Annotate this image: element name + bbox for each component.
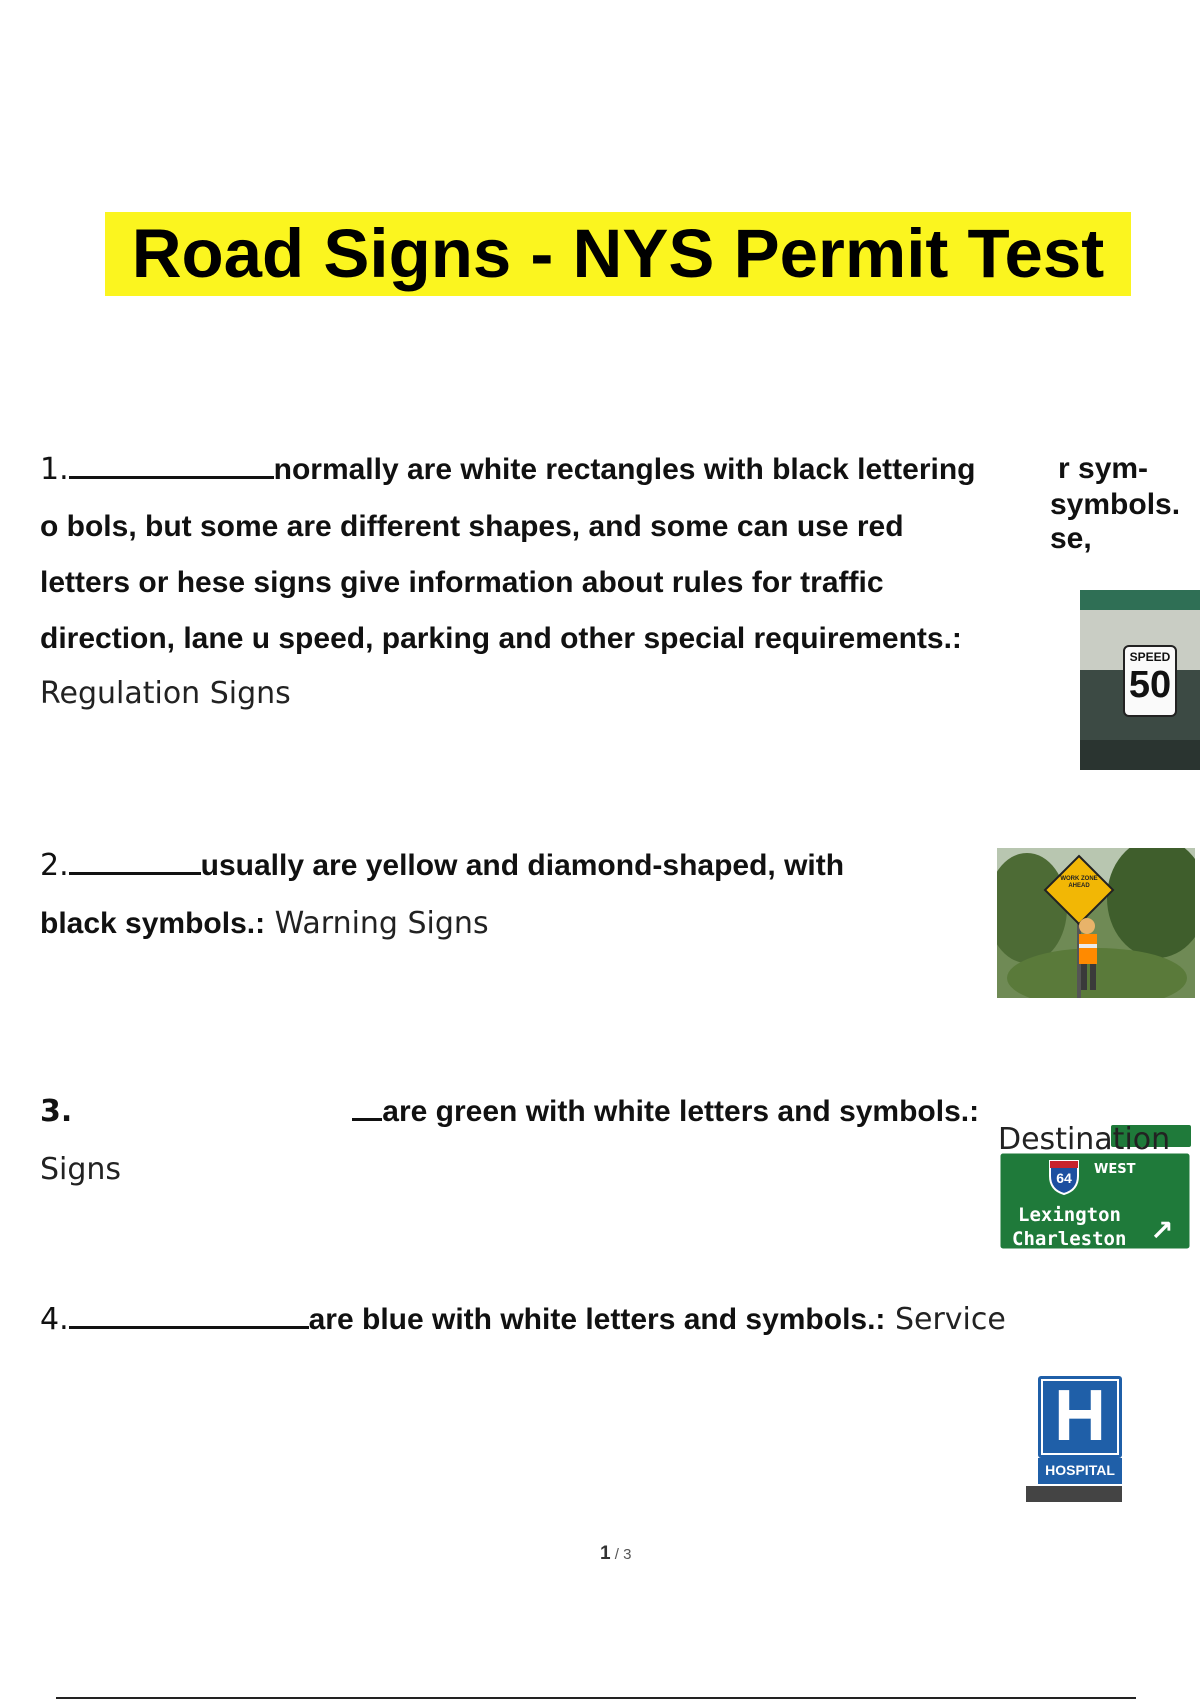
question-1-answer: Regulation Signs [40,676,291,711]
footer-divider [56,1697,1136,1699]
destination-1: Lexington [1018,1204,1121,1226]
page-indicator [600,1543,631,1565]
question-4-line-1 [40,1302,1006,1337]
question-1-text-1: normally are white rectangles with black lettering [273,453,976,486]
question-1-line-4: direction, lane u speed, parking and other special requirements.: [40,622,962,655]
interstate-shield: 64 [1056,1170,1072,1186]
question-3-text-1: are green with white letters and symbols.: [382,1095,980,1128]
hospital-h-icon: H [1054,1376,1106,1456]
question-3-line-1 [40,1094,979,1129]
warning-sign-image [997,848,1195,998]
warning-sign-text: WORK ZONE AHEAD [1060,876,1098,889]
question-2-text-1: usually are yellow and diamond-shaped, with [200,849,845,882]
question-1-overflow-2: symbols. [1050,488,1181,521]
question-2-blank [69,850,201,875]
question-3-answer-part-2: Signs [40,1152,122,1187]
exit-arrow-icon: ↗ [1150,1214,1174,1247]
question-1-number: 1. [40,452,69,487]
page-separator: / [610,1546,624,1563]
hospital-sign-image [1026,1376,1122,1504]
question-1-line-1 [40,452,976,487]
question-2-text-2: black symbols.: [40,907,266,940]
speed-limit-sign-image [1080,590,1200,770]
page-current: 1 [600,1543,611,1564]
question-2-line-2 [40,906,489,941]
question-4-number: 4. [40,1302,69,1337]
question-3-blank [352,1096,382,1121]
question-2-line-1 [40,848,844,883]
question-3-answer-part-1: Destination [998,1122,1171,1157]
destination-2: Charleston [1012,1228,1127,1250]
question-4-blank [69,1304,309,1329]
question-1-overflow-3: se, [1050,522,1092,555]
question-1-overflow-1: r sym- [1058,452,1149,485]
document-title: Road Signs - NYS Permit Test [105,212,1131,296]
question-1-blank [69,454,274,479]
question-3-number: 3. [40,1094,73,1129]
question-1-line-2: o bols, but some are different shapes, and some can use red [40,510,904,543]
question-2-answer: Warning Signs [265,906,489,941]
question-2-number: 2. [40,848,69,883]
question-1-line-3: letters or hese signs give information about rules for traffic [40,566,884,599]
question-4-text-1: are blue with white letters and symbols.: [308,1303,886,1336]
warning-sign-photo [997,848,1195,998]
speed-sign-value: 50 [1128,664,1172,706]
route-direction: WEST [1094,1162,1136,1177]
speed-sign-label: SPEED [1129,650,1171,664]
page-total: 3 [623,1546,632,1563]
hospital-label: HOSPITAL [1045,1462,1115,1478]
question-4-answer: Service [885,1302,1006,1337]
